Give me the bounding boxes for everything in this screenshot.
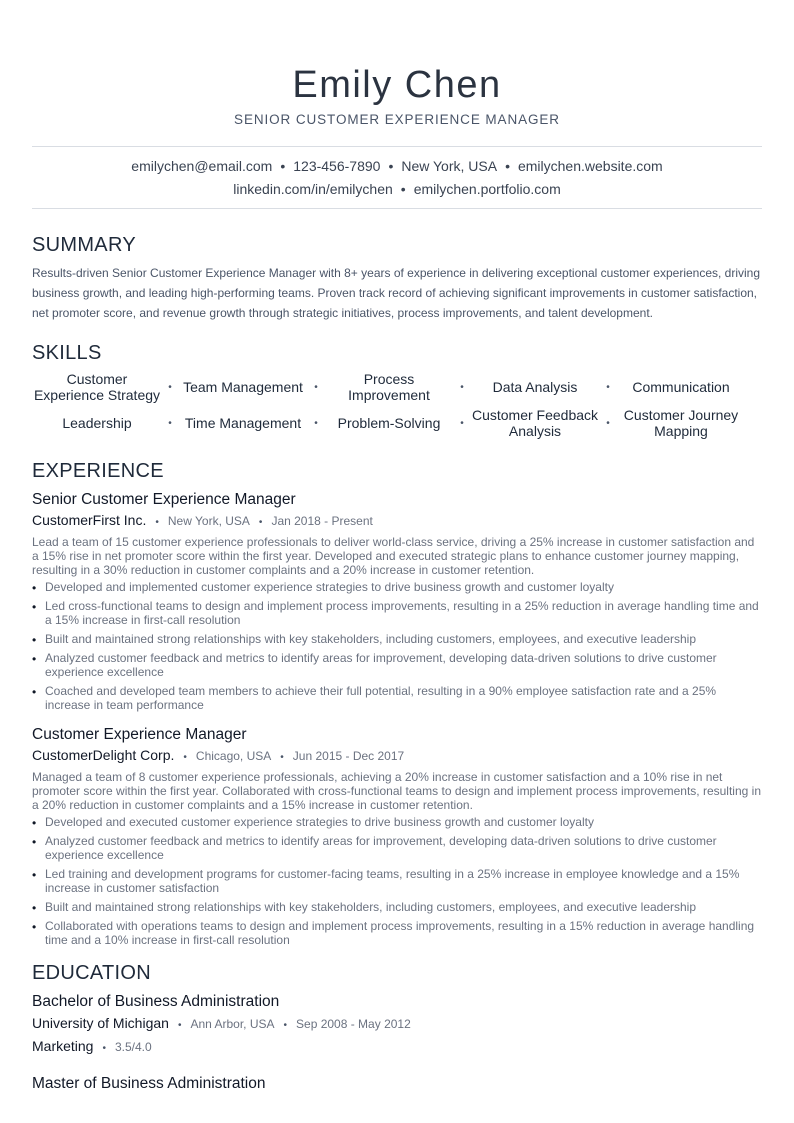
skill-item: Time Management <box>184 415 302 431</box>
phone-number[interactable]: 123-456-7890 <box>293 158 381 174</box>
summary-section <box>32 233 762 323</box>
education-dates: Sep 2008 - May 2012 <box>296 1017 411 1031</box>
bullet-separator: • <box>314 381 318 393</box>
skill-item: Customer Journey Mapping <box>623 407 739 439</box>
divider <box>32 208 762 209</box>
education-entry <box>32 1074 762 1094</box>
major-name: Marketing <box>32 1038 94 1054</box>
bullet-separator: • <box>155 517 159 528</box>
list-item: • Built and maintained strong relationships with key stakeholders, including customers, employees, and executive leadership <box>32 632 762 646</box>
email-link[interactable]: emilychen@email.com <box>131 158 273 174</box>
education-entry <box>32 992 762 1059</box>
skills-heading: SKILLS <box>32 342 102 364</box>
job-location: Chicago, USA <box>195 749 272 763</box>
list-item: • Analyzed customer feedback and metrics to identify areas for improvement, developing data-driven solutions to drive customer experience excellence <box>32 834 762 862</box>
job-meta <box>32 511 762 532</box>
contact-block <box>32 147 762 208</box>
education-section <box>32 961 762 1094</box>
summary-text: Results-driven Senior Customer Experience Manager with 8+ years of experience in delivering exceptional customer experiences, driving business growth, and leading high-performing teams. Proven track record of achieving significant improvements in customer satisfaction, net promoter score, and revenue growth through strategic initiatives, process improvements, and talent development. <box>32 266 761 320</box>
degree-title: Bachelor of Business Administration <box>32 993 280 1010</box>
education-meta <box>32 1013 762 1036</box>
job-title: Customer Experience Manager <box>32 726 247 743</box>
company-name: CustomerFirst Inc. <box>32 512 147 528</box>
skill-item: Team Management <box>183 379 303 395</box>
summary-heading: SUMMARY <box>32 234 136 256</box>
list-item: • Led cross-functional teams to design and implement process improvements, resulting in a 25% reduction in average handling time and a 15% increase in first-call resolution <box>32 599 762 627</box>
experience-heading: EXPERIENCE <box>32 460 164 482</box>
skill-item: Customer Experience Strategy <box>33 371 161 403</box>
skill-item: Data Analysis <box>492 379 578 395</box>
bullet-separator: • <box>183 752 187 763</box>
bullet-separator: • <box>177 1020 182 1031</box>
bullet-separator: • <box>606 381 610 393</box>
list-item: • Analyzed customer feedback and metrics to identify areas for improvement, developing data-driven solutions to drive customer experience excellence <box>32 651 762 679</box>
skills-section <box>32 341 762 441</box>
website-link[interactable]: emilychen.website.com <box>517 158 663 174</box>
list-item: • Developed and executed customer experience strategies to drive business growth and customer loyalty <box>32 815 762 829</box>
job-bullets <box>32 815 762 947</box>
list-item: • Collaborated with operations teams to design and implement process improvements, resulting in a 15% reduction in average handling time and a 10% increase in first-call resolution <box>32 919 762 947</box>
job-dates: Jan 2018 - Present <box>271 514 373 528</box>
candidate-title: SENIOR CUSTOMER EXPERIENCE MANAGER <box>234 112 560 127</box>
job-description: Lead a team of 15 customer experience professionals to deliver world-class service, driving a 25% increase in customer satisfaction and a 15% rise in net promoter score within the first year. Developed and executed strategic plans to enhance customer journey mapping, resulting in a 30% reduction in customer complaints and a 20% increase in customer retention. <box>32 535 755 577</box>
school-name: University of Michigan <box>32 1015 169 1031</box>
bullet-separator: • <box>258 517 263 528</box>
bullet-separator: • <box>168 417 172 429</box>
contact-line-1: emilychen@email.com • 123-456-7890 • New York, USA • emilychen.website.com <box>131 158 663 174</box>
linkedin-link[interactable]: linkedin.com/in/emilychen <box>233 181 393 197</box>
skill-item: Customer Feedback Analysis <box>471 407 599 439</box>
bullet-separator: • <box>280 752 284 763</box>
job-bullets <box>32 580 762 712</box>
job-entry <box>32 490 762 712</box>
contact-line-2: linkedin.com/in/emilychen • emilychen.portfolio.com <box>233 181 561 197</box>
bullet-separator: • <box>460 417 464 429</box>
bullet-separator: • <box>102 1043 106 1054</box>
candidate-name: Emily Chen <box>292 64 502 106</box>
skill-item: Process Improvement <box>348 371 430 403</box>
skill-item: Leadership <box>62 415 132 431</box>
list-item: • Led training and development programs for customer-facing teams, resulting in a 25% increase in employee knowledge and a 15% increase in customer satisfaction <box>32 867 762 895</box>
list-item: • Coached and developed team members to achieve their full potential, resulting in a 90% employee satisfaction rate and a 25% increase in team performance <box>32 684 762 712</box>
job-title: Senior Customer Experience Manager <box>32 491 296 508</box>
job-location: New York, USA <box>167 514 250 528</box>
education-heading: EDUCATION <box>32 962 151 984</box>
portfolio-link[interactable]: emilychen.portfolio.com <box>413 181 561 197</box>
job-entry <box>32 725 762 947</box>
location: New York, USA <box>401 158 498 174</box>
list-item: • Developed and implemented customer experience strategies to drive business growth and customer loyalty <box>32 580 762 594</box>
gpa-value: 3.5/4.0 <box>114 1040 152 1054</box>
degree-title: Master of Business Administration <box>32 1075 266 1092</box>
school-location: Ann Arbor, USA <box>190 1017 275 1031</box>
skills-row <box>32 405 762 441</box>
job-meta <box>32 746 762 767</box>
experience-section <box>32 459 762 947</box>
bullet-separator: • <box>283 1020 288 1031</box>
skill-item: Problem-Solving <box>337 415 441 431</box>
bullet-separator: • <box>460 381 464 393</box>
bullet-separator: • <box>314 417 318 429</box>
education-major <box>32 1036 762 1059</box>
bullet-separator: • <box>606 417 610 429</box>
resume-page <box>32 0 762 1094</box>
skills-row <box>32 369 762 405</box>
job-dates: Jun 2015 - Dec 2017 <box>292 749 405 763</box>
list-item: • Built and maintained strong relationships with key stakeholders, including customers, employees, and executive leadership <box>32 900 762 914</box>
job-description: Managed a team of 8 customer experience professionals, achieving a 20% increase in customer satisfaction and a 10% rise in net promoter score within the first year. Collaborated with cross-functional teams to design and implement process improvements, resulting in a 20% reduction in customer complaints and a 15% increase in customer retention. <box>32 770 761 812</box>
company-name: CustomerDelight Corp. <box>32 747 175 763</box>
resume-header <box>32 0 762 128</box>
bullet-separator: • <box>168 381 172 393</box>
skill-item: Communication <box>632 379 730 395</box>
skills-grid <box>32 369 762 441</box>
